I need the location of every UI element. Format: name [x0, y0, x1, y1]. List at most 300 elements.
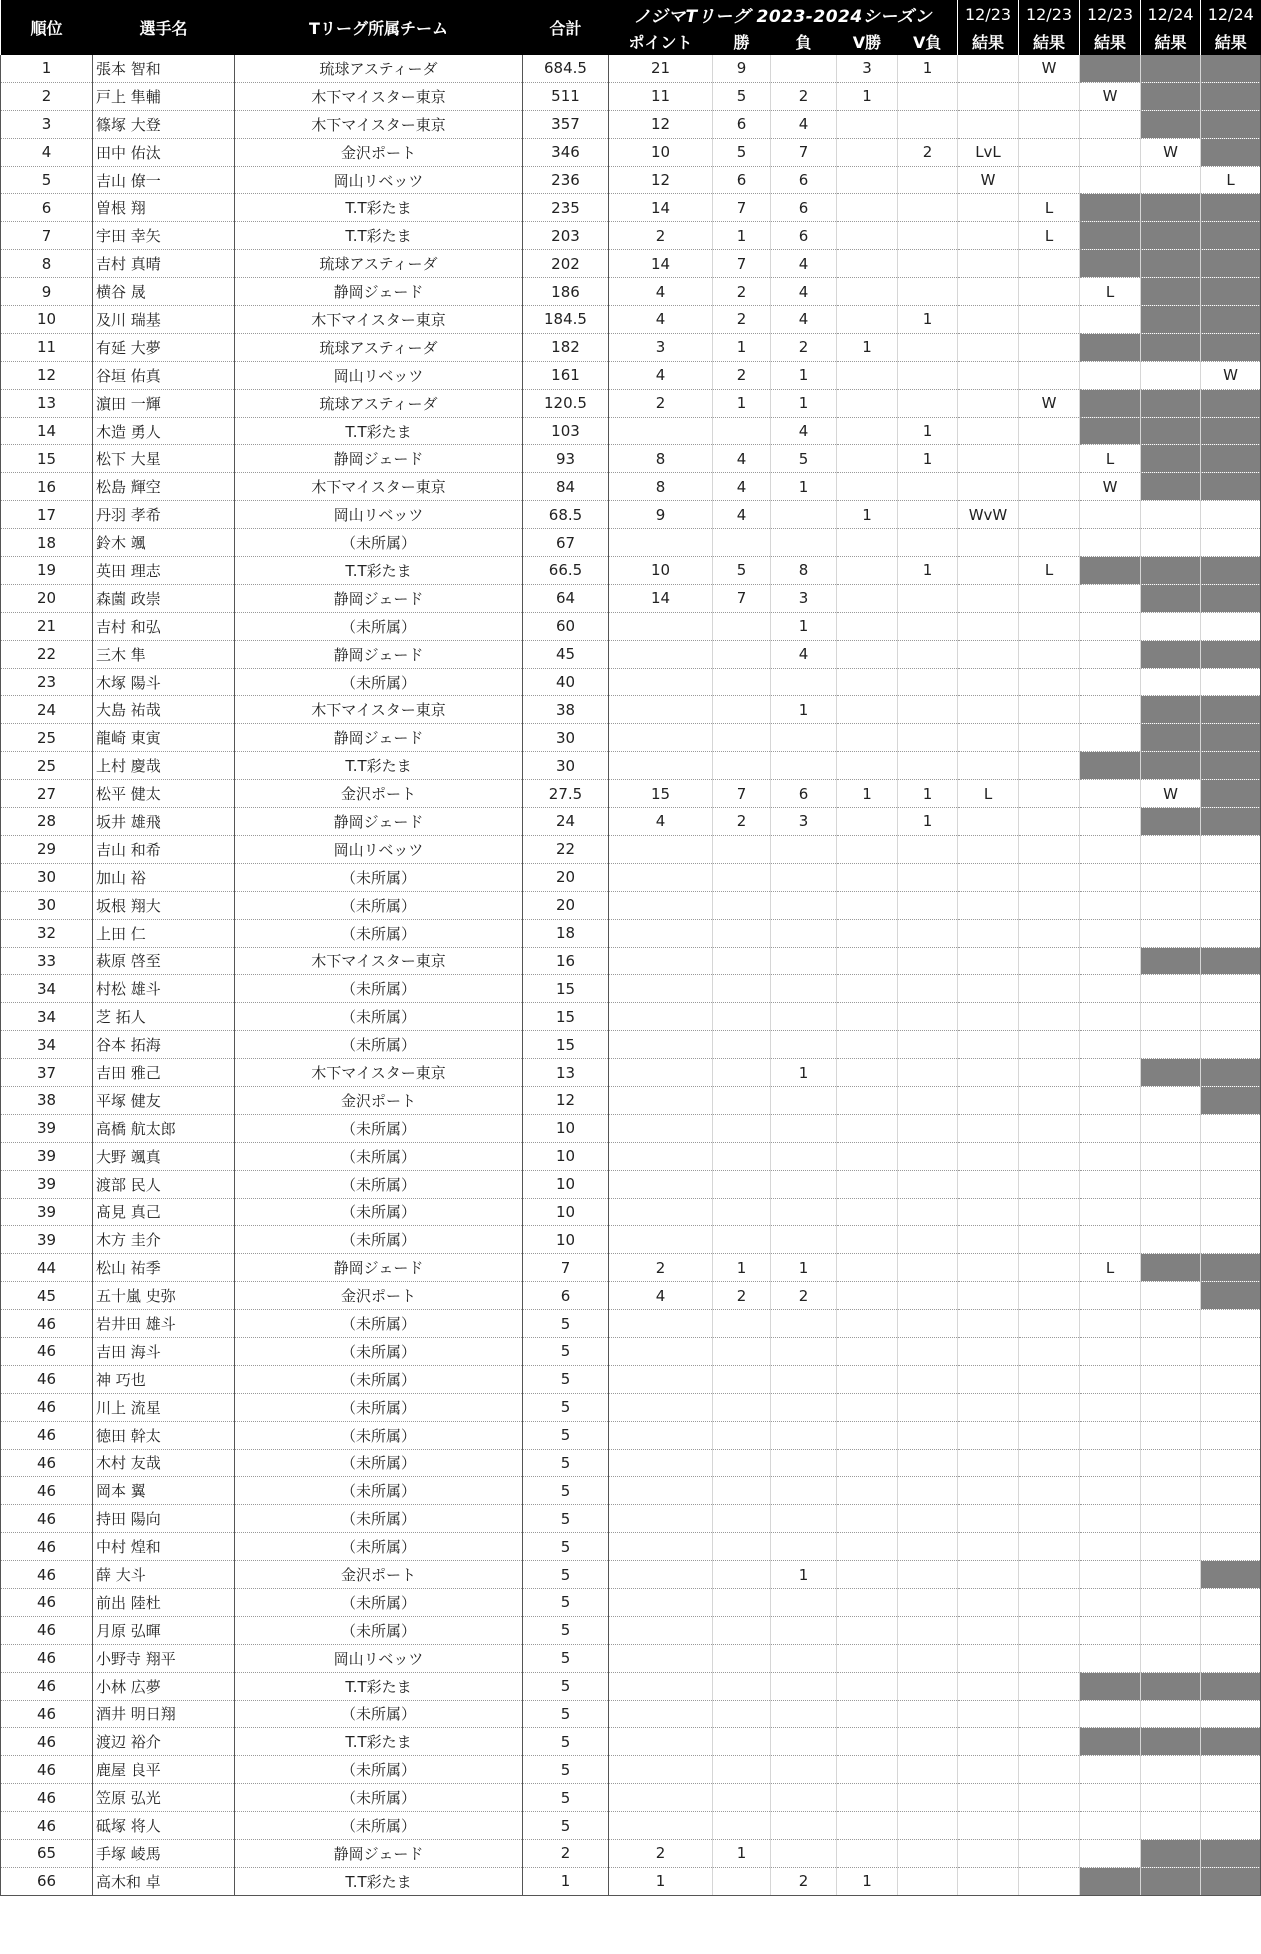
result-cell-1: [958, 947, 1019, 975]
losses-cell: [771, 919, 837, 947]
team-cell: T.T彩たま: [235, 752, 523, 780]
result-cell-5: [1201, 584, 1261, 612]
team-cell: （未所属）: [235, 1114, 523, 1142]
team-cell: （未所属）: [235, 1533, 523, 1561]
wins-cell: [713, 1086, 771, 1114]
result-cell-3: [1080, 1086, 1141, 1114]
total-cell: 182: [523, 333, 609, 361]
player-name-cell: 徳田 幹太: [93, 1421, 235, 1449]
points-cell: [609, 1086, 713, 1114]
v-wins-cell: [837, 389, 898, 417]
v-wins-cell: [837, 138, 898, 166]
v-wins-cell: [837, 1198, 898, 1226]
team-cell: （未所属）: [235, 668, 523, 696]
points-cell: 4: [609, 306, 713, 334]
result-cell-3: [1080, 1226, 1141, 1254]
rank-cell: 24: [1, 696, 93, 724]
team-cell: 木下マイスター東京: [235, 306, 523, 334]
result-cell-3: [1080, 1170, 1141, 1198]
player-name-cell: 三木 隼: [93, 640, 235, 668]
wins-cell: [713, 1672, 771, 1700]
points-cell: 14: [609, 250, 713, 278]
result-cell-2: [1019, 1421, 1080, 1449]
result-cell-2: L: [1019, 557, 1080, 585]
total-cell: 5: [523, 1784, 609, 1812]
header-wins: 勝: [713, 28, 771, 55]
points-cell: [609, 1198, 713, 1226]
v-losses-cell: [898, 1784, 958, 1812]
result-cell-4: [1141, 1728, 1201, 1756]
v-wins-cell: [837, 808, 898, 836]
player-name-cell: 中村 煌和: [93, 1533, 235, 1561]
result-cell-5: [1201, 1393, 1261, 1421]
v-wins-cell: [837, 361, 898, 389]
losses-cell: 1: [771, 1254, 837, 1282]
losses-cell: 3: [771, 584, 837, 612]
result-cell-1: L: [958, 780, 1019, 808]
team-cell: （未所属）: [235, 1505, 523, 1533]
v-losses-cell: [898, 1226, 958, 1254]
total-cell: 38: [523, 696, 609, 724]
result-cell-2: [1019, 835, 1080, 863]
v-wins-cell: [837, 1616, 898, 1644]
v-wins-cell: [837, 947, 898, 975]
rank-cell: 46: [1, 1337, 93, 1365]
header-team: Tリーグ所属チーム: [235, 0, 523, 55]
player-name-cell: 森薗 政崇: [93, 584, 235, 612]
table-row: [1, 1561, 1261, 1589]
result-cell-4: [1141, 1310, 1201, 1338]
team-cell: （未所属）: [235, 1700, 523, 1728]
wins-cell: [713, 1616, 771, 1644]
result-cell-1: [958, 696, 1019, 724]
team-cell: 金沢ポート: [235, 780, 523, 808]
result-cell-5: [1201, 389, 1261, 417]
v-wins-cell: [837, 724, 898, 752]
total-cell: 357: [523, 110, 609, 138]
wins-cell: [713, 1644, 771, 1672]
result-cell-5: [1201, 1198, 1261, 1226]
header-result-3: 結果: [1080, 28, 1141, 55]
points-cell: 2: [609, 1840, 713, 1868]
total-cell: 7: [523, 1254, 609, 1282]
player-name-cell: 木塚 陽斗: [93, 668, 235, 696]
result-cell-5: [1201, 250, 1261, 278]
team-cell: 琉球アスティーダ: [235, 389, 523, 417]
result-cell-1: W: [958, 166, 1019, 194]
losses-cell: 1: [771, 473, 837, 501]
result-cell-3: W: [1080, 82, 1141, 110]
table-row: [1, 863, 1261, 891]
v-losses-cell: [898, 1421, 958, 1449]
v-wins-cell: [837, 1533, 898, 1561]
points-cell: 4: [609, 278, 713, 306]
team-cell: （未所属）: [235, 1812, 523, 1840]
v-wins-cell: [837, 1700, 898, 1728]
wins-cell: [713, 724, 771, 752]
result-cell-4: [1141, 501, 1201, 529]
total-cell: 186: [523, 278, 609, 306]
result-cell-1: [958, 222, 1019, 250]
points-cell: [609, 1644, 713, 1672]
wins-cell: [713, 529, 771, 557]
result-cell-3: [1080, 975, 1141, 1003]
player-name-cell: 渡部 民人: [93, 1170, 235, 1198]
table-row: [1, 1282, 1261, 1310]
result-cell-2: [1019, 1477, 1080, 1505]
total-cell: 10: [523, 1142, 609, 1170]
result-cell-3: [1080, 1672, 1141, 1700]
wins-cell: [713, 835, 771, 863]
result-cell-5: [1201, 1561, 1261, 1589]
result-cell-2: [1019, 1282, 1080, 1310]
team-cell: （未所属）: [235, 863, 523, 891]
losses-cell: 5: [771, 445, 837, 473]
total-cell: 5: [523, 1700, 609, 1728]
result-cell-3: [1080, 612, 1141, 640]
v-wins-cell: [837, 975, 898, 1003]
points-cell: 1: [609, 1867, 713, 1895]
result-cell-1: [958, 1672, 1019, 1700]
result-cell-5: [1201, 138, 1261, 166]
player-name-cell: 持田 陽向: [93, 1505, 235, 1533]
result-cell-2: [1019, 891, 1080, 919]
v-losses-cell: [898, 1254, 958, 1282]
team-cell: 木下マイスター東京: [235, 473, 523, 501]
team-cell: （未所属）: [235, 1477, 523, 1505]
player-name-cell: 村松 雄斗: [93, 975, 235, 1003]
result-cell-3: [1080, 1867, 1141, 1895]
table-row: [1, 947, 1261, 975]
result-cell-3: [1080, 1840, 1141, 1868]
table-row: [1, 250, 1261, 278]
wins-cell: 4: [713, 445, 771, 473]
table-row: [1, 640, 1261, 668]
result-cell-2: [1019, 1170, 1080, 1198]
result-cell-4: [1141, 947, 1201, 975]
table-row: [1, 557, 1261, 585]
table-row: [1, 1588, 1261, 1616]
result-cell-4: [1141, 1867, 1201, 1895]
result-cell-2: [1019, 278, 1080, 306]
result-cell-4: [1141, 417, 1201, 445]
losses-cell: [771, 1393, 837, 1421]
result-cell-2: [1019, 584, 1080, 612]
player-name-cell: 川上 流星: [93, 1393, 235, 1421]
v-losses-cell: [898, 1449, 958, 1477]
result-cell-2: [1019, 1784, 1080, 1812]
losses-cell: [771, 752, 837, 780]
table-row: [1, 1449, 1261, 1477]
result-cell-4: [1141, 1449, 1201, 1477]
header-points: ポイント: [609, 28, 713, 55]
points-cell: 21: [609, 55, 713, 82]
v-wins-cell: [837, 222, 898, 250]
rank-cell: 37: [1, 1059, 93, 1087]
result-cell-3: [1080, 835, 1141, 863]
v-wins-cell: [837, 1784, 898, 1812]
result-cell-4: [1141, 1477, 1201, 1505]
team-cell: 金沢ポート: [235, 1282, 523, 1310]
total-cell: 5: [523, 1337, 609, 1365]
team-cell: 岡山リベッツ: [235, 361, 523, 389]
result-cell-5: [1201, 1533, 1261, 1561]
result-cell-4: [1141, 1282, 1201, 1310]
player-name-cell: 吉村 和弘: [93, 612, 235, 640]
result-cell-3: [1080, 250, 1141, 278]
player-name-cell: 及川 瑞基: [93, 306, 235, 334]
result-cell-2: [1019, 1226, 1080, 1254]
rank-cell: 66: [1, 1867, 93, 1895]
team-cell: （未所属）: [235, 1142, 523, 1170]
result-cell-2: [1019, 1561, 1080, 1589]
v-losses-cell: [898, 194, 958, 222]
result-cell-4: [1141, 1031, 1201, 1059]
result-cell-4: [1141, 55, 1201, 82]
result-cell-5: [1201, 417, 1261, 445]
losses-cell: [771, 1812, 837, 1840]
rank-cell: 7: [1, 222, 93, 250]
result-cell-1: [958, 1477, 1019, 1505]
result-cell-2: [1019, 166, 1080, 194]
points-cell: [609, 612, 713, 640]
result-cell-3: [1080, 584, 1141, 612]
total-cell: 16: [523, 947, 609, 975]
result-cell-3: [1080, 1114, 1141, 1142]
points-cell: 14: [609, 194, 713, 222]
table-row: [1, 278, 1261, 306]
result-cell-3: [1080, 529, 1141, 557]
result-cell-5: [1201, 110, 1261, 138]
result-cell-2: L: [1019, 222, 1080, 250]
v-losses-cell: [898, 1728, 958, 1756]
result-cell-4: [1141, 166, 1201, 194]
result-cell-4: [1141, 752, 1201, 780]
points-cell: [609, 1142, 713, 1170]
points-cell: [609, 863, 713, 891]
result-cell-4: [1141, 194, 1201, 222]
losses-cell: 2: [771, 82, 837, 110]
v-losses-cell: 1: [898, 55, 958, 82]
table-row: [1, 891, 1261, 919]
losses-cell: 7: [771, 138, 837, 166]
v-losses-cell: 1: [898, 780, 958, 808]
result-cell-5: [1201, 640, 1261, 668]
rank-cell: 27: [1, 780, 93, 808]
result-cell-2: [1019, 306, 1080, 334]
team-cell: 琉球アスティーダ: [235, 250, 523, 278]
total-cell: 2: [523, 1840, 609, 1868]
result-cell-3: [1080, 222, 1141, 250]
rank-cell: 65: [1, 1840, 93, 1868]
v-wins-cell: 1: [837, 333, 898, 361]
v-wins-cell: [837, 1812, 898, 1840]
player-name-cell: 大島 祐哉: [93, 696, 235, 724]
team-cell: 木下マイスター東京: [235, 82, 523, 110]
wins-cell: [713, 975, 771, 1003]
points-cell: [609, 752, 713, 780]
table-row: [1, 835, 1261, 863]
result-cell-1: [958, 1505, 1019, 1533]
wins-cell: [713, 1003, 771, 1031]
result-cell-4: [1141, 1533, 1201, 1561]
total-cell: 22: [523, 835, 609, 863]
player-name-cell: 高橋 航太郎: [93, 1114, 235, 1142]
v-wins-cell: [837, 1840, 898, 1868]
table-row: [1, 473, 1261, 501]
points-cell: [609, 1533, 713, 1561]
table-row: [1, 1198, 1261, 1226]
result-cell-5: [1201, 1756, 1261, 1784]
result-cell-2: [1019, 250, 1080, 278]
points-cell: [609, 1672, 713, 1700]
wins-cell: 2: [713, 1282, 771, 1310]
team-cell: 岡山リベッツ: [235, 835, 523, 863]
total-cell: 24: [523, 808, 609, 836]
rank-cell: 22: [1, 640, 93, 668]
v-wins-cell: [837, 250, 898, 278]
result-cell-5: [1201, 863, 1261, 891]
result-cell-5: [1201, 333, 1261, 361]
result-cell-3: [1080, 1031, 1141, 1059]
points-cell: [609, 835, 713, 863]
result-cell-1: [958, 529, 1019, 557]
losses-cell: [771, 1142, 837, 1170]
losses-cell: 6: [771, 194, 837, 222]
result-cell-1: [958, 1142, 1019, 1170]
result-cell-4: [1141, 891, 1201, 919]
result-cell-2: [1019, 1003, 1080, 1031]
team-cell: 金沢ポート: [235, 1086, 523, 1114]
points-cell: 2: [609, 389, 713, 417]
player-name-cell: 加山 裕: [93, 863, 235, 891]
team-cell: 木下マイスター東京: [235, 947, 523, 975]
player-name-cell: 上田 仁: [93, 919, 235, 947]
player-name-cell: 酒井 明日翔: [93, 1700, 235, 1728]
v-losses-cell: [898, 1644, 958, 1672]
losses-cell: [771, 975, 837, 1003]
result-cell-2: [1019, 501, 1080, 529]
rank-cell: 46: [1, 1728, 93, 1756]
v-losses-cell: [898, 82, 958, 110]
losses-cell: [771, 863, 837, 891]
v-wins-cell: [837, 1588, 898, 1616]
table-row: [1, 110, 1261, 138]
rank-cell: 46: [1, 1644, 93, 1672]
rank-cell: 39: [1, 1114, 93, 1142]
total-cell: 45: [523, 640, 609, 668]
result-cell-5: [1201, 1254, 1261, 1282]
team-cell: （未所属）: [235, 1365, 523, 1393]
points-cell: [609, 1588, 713, 1616]
result-cell-5: [1201, 557, 1261, 585]
result-cell-4: [1141, 306, 1201, 334]
v-wins-cell: [837, 1226, 898, 1254]
losses-cell: [771, 1421, 837, 1449]
table-row: [1, 1254, 1261, 1282]
v-wins-cell: [837, 278, 898, 306]
rank-cell: 46: [1, 1588, 93, 1616]
player-name-cell: 渡辺 裕介: [93, 1728, 235, 1756]
header-date-2: 12/23: [1019, 0, 1080, 28]
result-cell-3: [1080, 1588, 1141, 1616]
result-cell-5: [1201, 1867, 1261, 1895]
table-row: [1, 1031, 1261, 1059]
result-cell-4: W: [1141, 138, 1201, 166]
result-cell-5: [1201, 1170, 1261, 1198]
result-cell-1: [958, 1114, 1019, 1142]
v-losses-cell: [898, 1840, 958, 1868]
losses-cell: [771, 1700, 837, 1728]
points-cell: [609, 668, 713, 696]
wins-cell: [713, 1059, 771, 1087]
wins-cell: [713, 752, 771, 780]
result-cell-4: [1141, 1059, 1201, 1087]
result-cell-3: [1080, 389, 1141, 417]
result-cell-3: [1080, 1003, 1141, 1031]
points-cell: 4: [609, 808, 713, 836]
player-name-cell: 五十嵐 史弥: [93, 1282, 235, 1310]
v-wins-cell: [837, 110, 898, 138]
points-cell: [609, 1561, 713, 1589]
team-cell: 金沢ポート: [235, 1561, 523, 1589]
result-cell-1: [958, 835, 1019, 863]
result-cell-3: [1080, 1700, 1141, 1728]
result-cell-4: [1141, 1393, 1201, 1421]
result-cell-5: [1201, 975, 1261, 1003]
v-wins-cell: [837, 1644, 898, 1672]
v-wins-cell: [837, 1421, 898, 1449]
result-cell-2: [1019, 612, 1080, 640]
team-cell: （未所属）: [235, 1588, 523, 1616]
wins-cell: [713, 640, 771, 668]
points-cell: [609, 1728, 713, 1756]
total-cell: 235: [523, 194, 609, 222]
losses-cell: 2: [771, 1867, 837, 1895]
result-cell-5: [1201, 1728, 1261, 1756]
losses-cell: 6: [771, 780, 837, 808]
wins-cell: [713, 1533, 771, 1561]
result-cell-5: [1201, 278, 1261, 306]
v-wins-cell: [837, 1170, 898, 1198]
rank-cell: 19: [1, 557, 93, 585]
total-cell: 684.5: [523, 55, 609, 82]
rank-cell: 2: [1, 82, 93, 110]
losses-cell: 1: [771, 696, 837, 724]
v-losses-cell: [898, 1505, 958, 1533]
table-row: [1, 361, 1261, 389]
rank-cell: 16: [1, 473, 93, 501]
result-cell-3: [1080, 668, 1141, 696]
result-cell-3: [1080, 919, 1141, 947]
table-row: [1, 919, 1261, 947]
result-cell-2: [1019, 1198, 1080, 1226]
total-cell: 5: [523, 1533, 609, 1561]
points-cell: 12: [609, 166, 713, 194]
v-losses-cell: [898, 696, 958, 724]
v-losses-cell: [898, 584, 958, 612]
v-wins-cell: [837, 1310, 898, 1338]
result-cell-4: [1141, 1337, 1201, 1365]
player-name-cell: 英田 理志: [93, 557, 235, 585]
table-row: [1, 780, 1261, 808]
result-cell-4: [1141, 1086, 1201, 1114]
v-losses-cell: 1: [898, 445, 958, 473]
result-cell-2: [1019, 919, 1080, 947]
team-cell: T.T彩たま: [235, 1867, 523, 1895]
result-cell-1: [958, 1226, 1019, 1254]
player-name-cell: 小野寺 翔平: [93, 1644, 235, 1672]
